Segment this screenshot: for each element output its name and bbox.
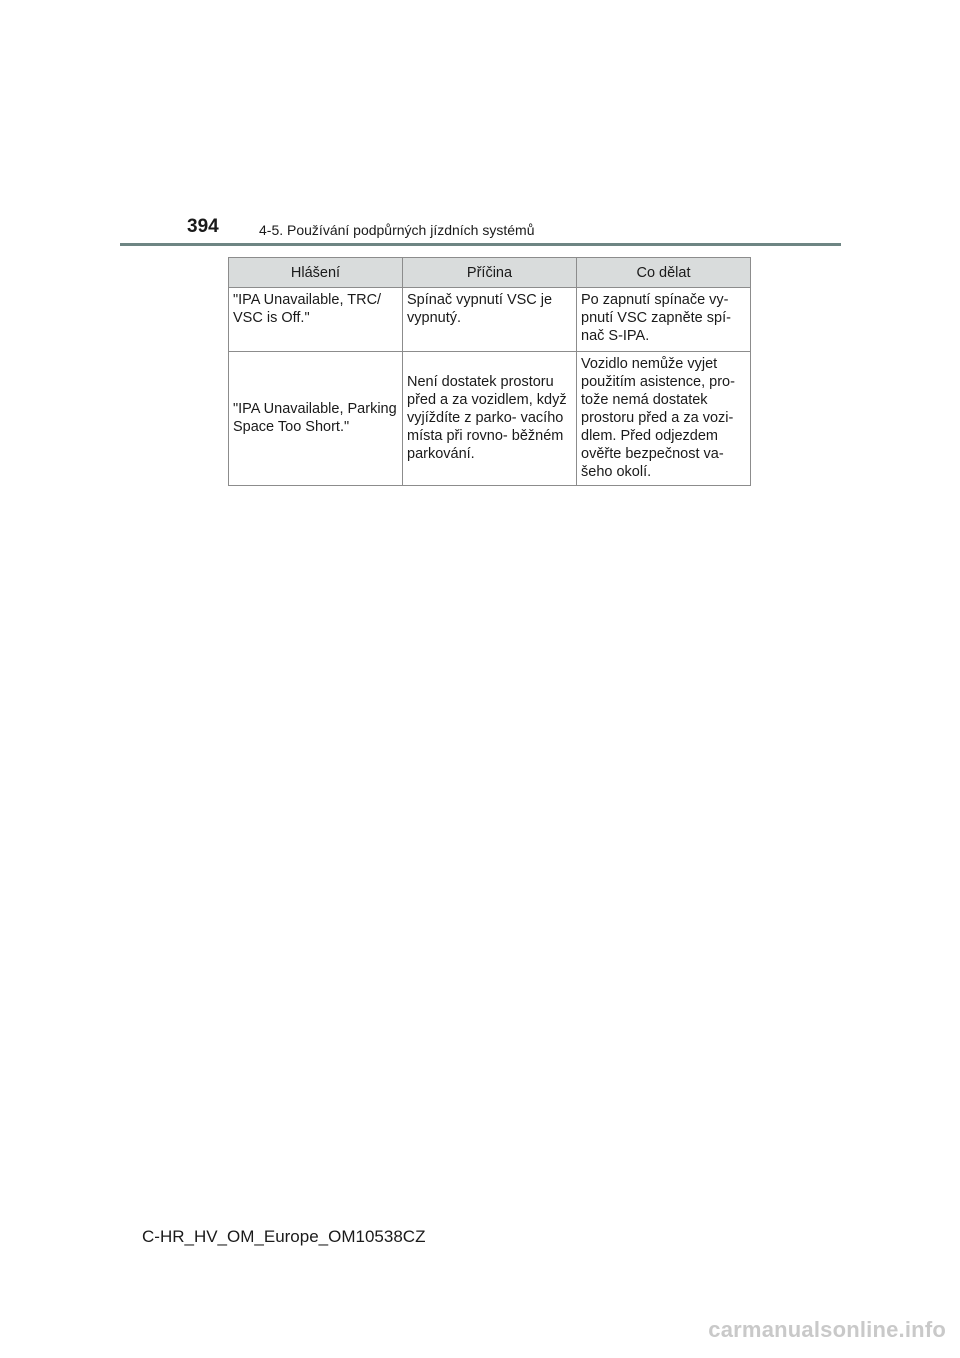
- action-cell: Po zapnutí spínače vy- pnutí VSC zapněte spí- nač S-IPA.: [577, 288, 751, 352]
- table-row: [229, 352, 751, 486]
- message-cell: "IPA Unavailable, Parking Space Too Short.": [229, 352, 403, 486]
- table-header-row: [229, 258, 751, 288]
- column-header-cause: Příčina: [403, 258, 577, 288]
- section-title: 4-5. Používání podpůrných jízdních systémů: [259, 222, 535, 238]
- document-code: C-HR_HV_OM_Europe_OM10538CZ: [142, 1227, 426, 1246]
- page-number: 394: [187, 216, 219, 237]
- header-divider: [120, 243, 841, 246]
- column-header-action: Co dělat: [577, 258, 751, 288]
- message-cell: "IPA Unavailable, TRC/ VSC is Off.": [229, 288, 403, 352]
- cause-cell: Není dostatek prostoru před a za vozidlem, když vyjíždíte z parko- vacího místa při rovno- běžném parkování.: [403, 352, 577, 486]
- warning-message-table: [228, 257, 751, 486]
- cause-cell: Spínač vypnutí VSC je vypnutý.: [403, 288, 577, 352]
- table-row: [229, 288, 751, 352]
- action-cell: Vozidlo nemůže vyjet použitím asistence, pro- tože nemá dostatek prostoru před a za vozi- dlem. Před odjezdem ověřte bezpečnost va- šeho okolí.: [577, 352, 751, 486]
- column-header-message: Hlášení: [229, 258, 403, 288]
- watermark-text: carmanualsonline.info: [708, 1317, 946, 1342]
